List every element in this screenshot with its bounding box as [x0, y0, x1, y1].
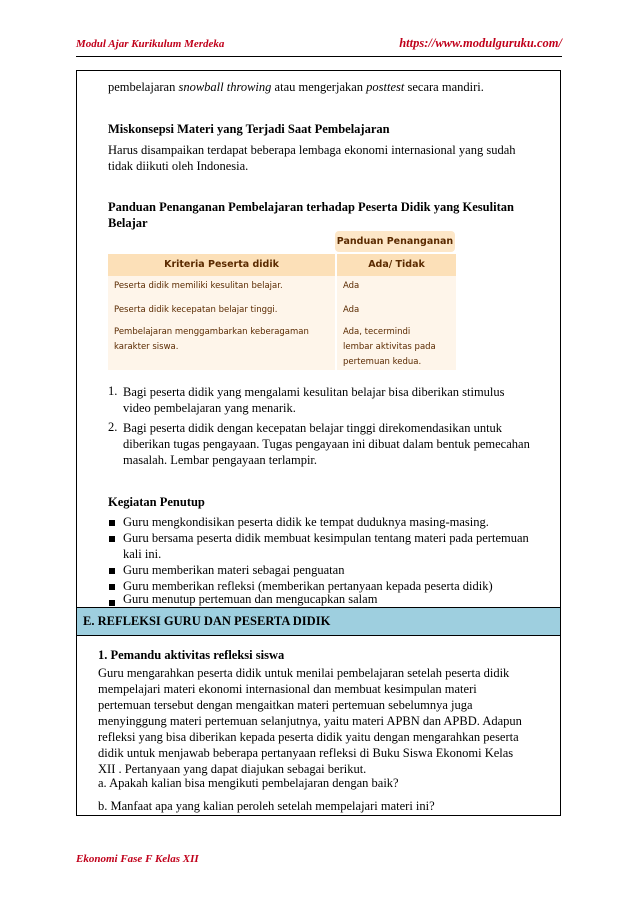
reflection-question: b. Manfaat apa yang kalian peroleh setelah mempelajari materi ini?	[98, 799, 435, 813]
table-column-separator	[335, 254, 337, 370]
list-number: 1.	[108, 384, 118, 398]
bullet-item-line: Guru mengkondisikan peserta didik ke tempat duduknya masing-masing.	[123, 515, 489, 529]
paragraph-line: XII . Pertanyaan yang dapat diajukan sebagai berikut.	[98, 762, 367, 776]
bullet-square-icon	[109, 600, 115, 606]
guidance-heading-line: Belajar	[108, 216, 148, 230]
table-top-label: Panduan Penanganan	[335, 231, 455, 252]
paragraph-line: pertemuan tersebut dengan mengaitkan materi pertemuan sebelumnya juga	[98, 698, 473, 712]
bullet-square-icon	[109, 536, 115, 542]
table-cell-value: Ada, tecermindi	[343, 327, 411, 337]
header-url-link[interactable]: https://www.modulguruku.com/	[399, 36, 562, 50]
bullet-item-line: Guru memberikan materi sebagai penguatan	[123, 563, 345, 577]
misconception-text-line: tidak diikuti oleh Indonesia.	[108, 159, 249, 173]
bullet-square-icon	[109, 520, 115, 526]
misconception-heading: Miskonsepsi Materi yang Terjadi Saat Pembelajaran	[108, 122, 390, 136]
table-cell-criteria: Pembelajaran menggambarkan keberagaman	[114, 327, 309, 337]
section-e-header	[77, 607, 560, 636]
guidance-heading-line: Panduan Penanganan Pembelajaran terhadap Peserta Didik yang Kesulitan	[108, 200, 514, 214]
table-cell-value: Ada	[343, 281, 360, 291]
bullet-item-line: kali ini.	[123, 547, 162, 561]
paragraph-line: didik untuk menjawab beberapa pertanyaan refleksi di Buku Siswa Ekonomi Kelas	[98, 746, 514, 760]
list-item-line: Bagi peserta didik dengan kecepatan belajar tinggi direkomendasikan untuk	[123, 421, 503, 435]
list-item-line: diberikan tugas pengayaan. Tugas pengayaan ini dibuat dalam bentuk pemecahan	[123, 437, 530, 451]
table-col-status: Ada/ Tidak	[368, 259, 425, 270]
paragraph-line: menyinggung materi pertemuan selanjutnya, yaitu materi APBN dan APBD. Adapun	[98, 714, 522, 728]
table-cell-value: pertemuan kedua.	[343, 357, 422, 367]
bullet-item-line: Guru menutup pertemuan dan mengucapkan salam	[123, 592, 378, 606]
misconception-text-line: Harus disampaikan terdapat beberapa lembaga ekonomi internasional yang sudah	[108, 143, 516, 157]
table-cell-criteria: Peserta didik kecepatan belajar tinggi.	[114, 305, 278, 315]
header-module-title: Modul Ajar Kurikulum Merdeka	[76, 38, 225, 50]
table-cell-criteria: karakter siswa.	[114, 342, 179, 352]
paragraph-line: Guru mengarahkan peserta didik untuk menilai pembelajaran setelah peserta didik	[98, 666, 510, 680]
list-item-line: video pembelajaran yang menarik.	[123, 401, 296, 415]
bullet-square-icon	[109, 568, 115, 574]
list-item-line: masalah. Lembar pengayaan terlampir.	[123, 453, 318, 467]
paragraph-line: mempelajari materi ekonomi internasional dan membuat kesimpulan materi	[98, 682, 477, 696]
list-item-line: Bagi peserta didik yang mengalami kesulitan belajar bisa diberikan stimulus	[123, 385, 505, 399]
closing-heading: Kegiatan Penutup	[108, 495, 205, 509]
table-cell-value: Ada	[343, 305, 360, 315]
footer-subject: Ekonomi Fase F Kelas XII	[76, 853, 199, 865]
intro-line: pembelajaran snowball throwing atau mengerjakan posttest secara mandiri.	[108, 80, 484, 94]
bullet-item-line: Guru bersama peserta didik membuat kesimpulan tentang materi pada pertemuan	[123, 531, 529, 545]
section-e-title: E. REFLEKSI GURU DAN PESERTA DIDIK	[83, 614, 331, 628]
header-divider	[76, 56, 562, 57]
table-cell-criteria: Peserta didik memiliki kesulitan belajar.	[114, 281, 283, 291]
table-header-row	[108, 254, 456, 276]
list-number: 2.	[108, 420, 118, 434]
bullet-square-icon	[109, 584, 115, 590]
reflection-question: a. Apakah kalian bisa mengikuti pembelajaran dengan baik?	[98, 776, 399, 790]
table-col-criteria: Kriteria Peserta didik	[164, 259, 279, 270]
table-cell-value: lembar aktivitas pada	[343, 342, 436, 352]
bullet-item-line: Guru memberikan refleksi (memberikan pertanyaan kepada peserta didik)	[123, 579, 493, 593]
guidance-table	[108, 230, 456, 370]
paragraph-line: refleksi yang bisa diberikan kepada peserta didik yaitu dengan mengarahkan peserta	[98, 730, 519, 744]
section-e-subheading: 1. Pemandu aktivitas refleksi siswa	[98, 648, 285, 662]
